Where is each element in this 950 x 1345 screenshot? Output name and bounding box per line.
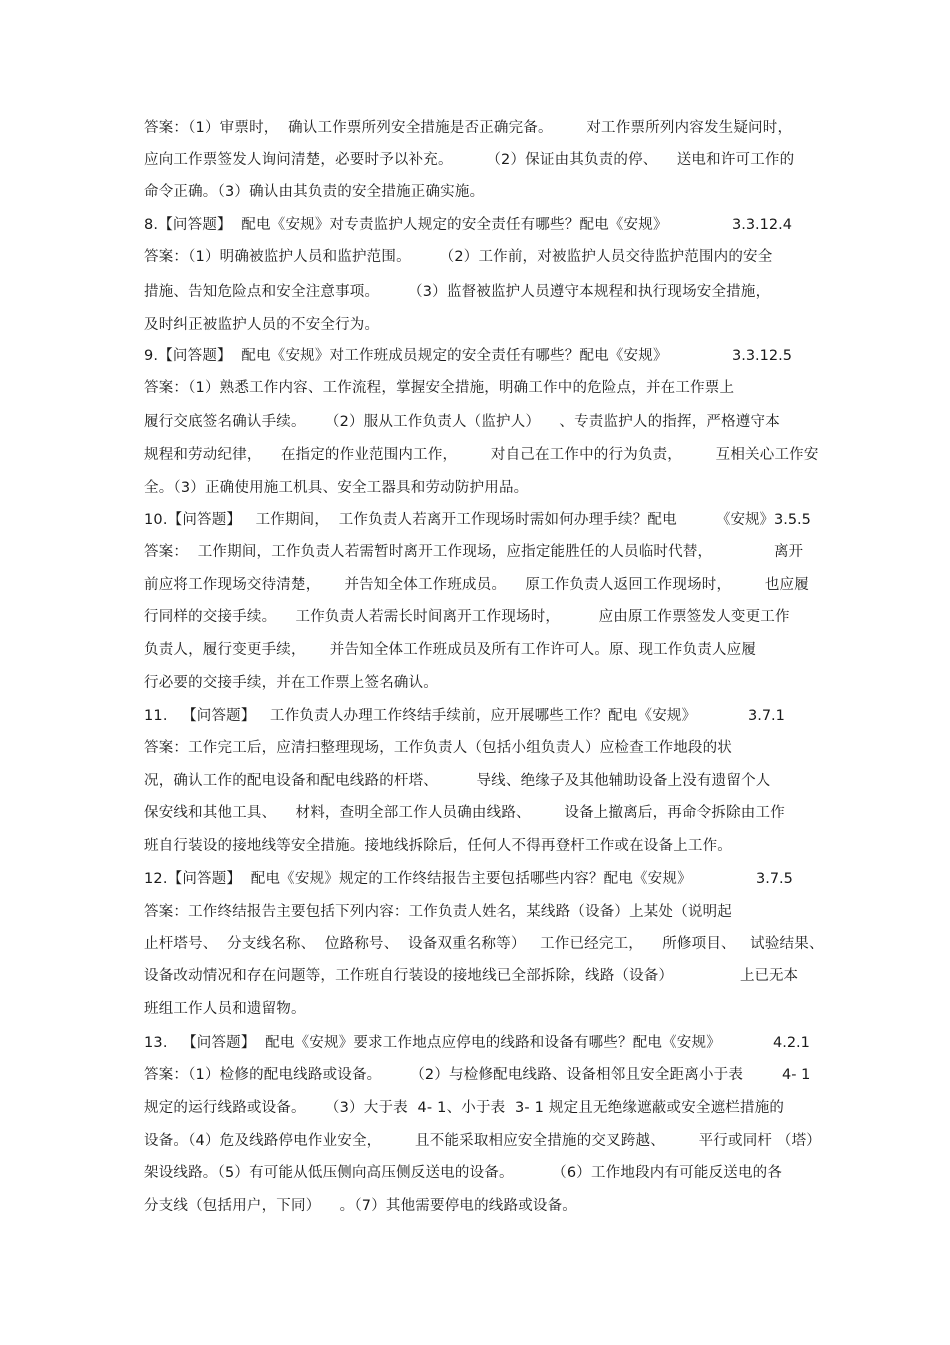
answer-line: 应向工作票签发人询问清楚，必要时予以补充。 （2）保证由其负责的停、 送电和许可工作的 <box>144 152 795 168</box>
answer-line: 答案：（1）审票时， 确认工作票所列安全措施是否正确完备。 对工作票所列内容发生疑问时， <box>144 120 793 136</box>
answer-line: 班组工作人员和遗留物。 <box>144 1001 306 1017</box>
answer-line: 命令正确。（3）确认由其负责的安全措施正确实施。 <box>144 184 485 200</box>
question-10: 10.【问答题】 工作期间， 工作负责人若离开工作现场时需如何办理手续？配电 <box>144 512 677 528</box>
question-12: 12.【问答题】 配电《安规》规定的工作终结报告主要包括哪些内容？配电《安规》 <box>144 871 692 887</box>
answer-line-tail: 上已无本 <box>740 968 798 984</box>
answer-line: 止杆塔号、 分支线名称、 位路称号、 设备双重名称等） 工作已经完工， 所修项目、 试验结果、 <box>144 936 824 952</box>
answer-line: 分支线（包括用户，下同） 。（7）其他需要停电的线路或设备。 <box>144 1198 578 1214</box>
answer-line: 措施、告知危险点和安全注意事项。 （3）监督被监护人员遵守本规程和执行现场安全措施， <box>144 284 771 300</box>
answer-line: 规程和劳动纪律， 在指定的作业范围内工作， 对自己在工作中的行为负责， 互相关心工作安 <box>144 447 819 463</box>
answer-line: 答案：工作完工后，应清扫整理现场，工作负责人（包括小组负责人）应检查工作地段的状 <box>144 740 732 756</box>
answer-line: 设备。（4）危及线路停电作业安全， 且不能采取相应安全措施的交叉跨越、 平行或同杆 （塔） <box>144 1133 822 1149</box>
question-8-ref: 3.3.12.4 <box>732 217 792 233</box>
answer-line: 架设线路。（5）有可能从低压侧向高压侧反送电的设备。 （6）工作地段内有可能反送电的各 <box>144 1165 783 1181</box>
question-13-ref: 4.2.1 <box>773 1035 810 1051</box>
answer-line: 行同样的交接手续。 工作负责人若需长时间离开工作现场时， 应由原工作票签发人变更工作 <box>144 609 790 625</box>
question-8: 8.【问答题】 配电《安规》对专责监护人规定的安全责任有哪些？配电《安规》 <box>144 217 668 233</box>
question-10-ref: 《安规》3.5.5 <box>716 512 811 528</box>
answer-line: 答案：（1）明确被监护人员和监护范围。 （2）工作前，对被监护人员交待监护范围内的安全 <box>144 249 773 265</box>
question-9: 9.【问答题】 配电《安规》对工作班成员规定的安全责任有哪些？配电《安规》 <box>144 348 668 364</box>
answer-line: 履行交底签名确认手续。 （2）服从工作负责人（监护人） 、专责监护人的指挥，严格遵守本 <box>144 414 780 430</box>
question-11-ref: 3.7.1 <box>748 708 785 724</box>
question-13: 13. 【问答题】 配电《安规》要求工作地点应停电的线路和设备有哪些？配电《安规》 <box>144 1035 721 1051</box>
answer-line-tail: 4- 1 <box>782 1067 811 1083</box>
answer-line: 行必要的交接手续，并在工作票上签名确认。 <box>144 675 438 691</box>
answer-line: 答案： 工作期间，工作负责人若需暂时离开工作现场，应指定能胜任的人员临时代替， <box>144 544 713 560</box>
question-12-ref: 3.7.5 <box>756 871 793 887</box>
answer-line: 保安线和其他工具、 材料，查明全部工作人员确由线路、 设备上撤离后，再命令拆除由工作 <box>144 805 785 821</box>
answer-line: 及时纠正被监护人员的不安全行为。 <box>144 317 380 333</box>
answer-line: 设备改动情况和存在问题等，工作班自行装设的接地线已全部拆除，线路（设备） <box>144 968 674 984</box>
answer-line: 班自行装设的接地线等安全措施。接地线拆除后，任何人不得再登杆工作或在设备上工作。 <box>144 838 732 854</box>
answer-line: 负责人，履行变更手续， 并告知全体工作班成员及所有工作许可人。原、现工作负责人应履 <box>144 642 757 658</box>
question-11: 11. 【问答题】 工作负责人办理工作终结手续前，应开展哪些工作？配电《安规》 <box>144 708 697 724</box>
answer-line: 答案：（1）熟悉工作内容、工作流程，掌握安全措施，明确工作中的危险点，并在工作票上 <box>144 380 735 396</box>
answer-line: 况，确认工作的配电设备和配电线路的杆塔、 导线、绝缘子及其他辅助设备上没有遗留个人 <box>144 773 771 789</box>
answer-line: 答案：（1）检修的配电线路或设备。 （2）与检修配电线路、设备相邻且安全距离小于表 <box>144 1067 744 1083</box>
answer-line: 前应将工作现场交待清楚， 并告知全体工作班成员。 原工作负责人返回工作现场时， 也应履 <box>144 577 809 593</box>
question-9-ref: 3.3.12.5 <box>732 348 792 364</box>
answer-line: 答案：工作终结报告主要包括下列内容：工作负责人姓名，某线路（设备）上某处（说明起 <box>144 904 732 920</box>
answer-line: 规定的运行线路或设备。 （3）大于表 4- 1、小于表 3- 1 规定且无绝缘遮蔽或安全遮栏措施的 <box>144 1100 785 1116</box>
answer-line: 全。（3）正确使用施工机具、安全工器具和劳动防护用品。 <box>144 480 529 496</box>
answer-line-tail: 离开 <box>774 544 803 560</box>
